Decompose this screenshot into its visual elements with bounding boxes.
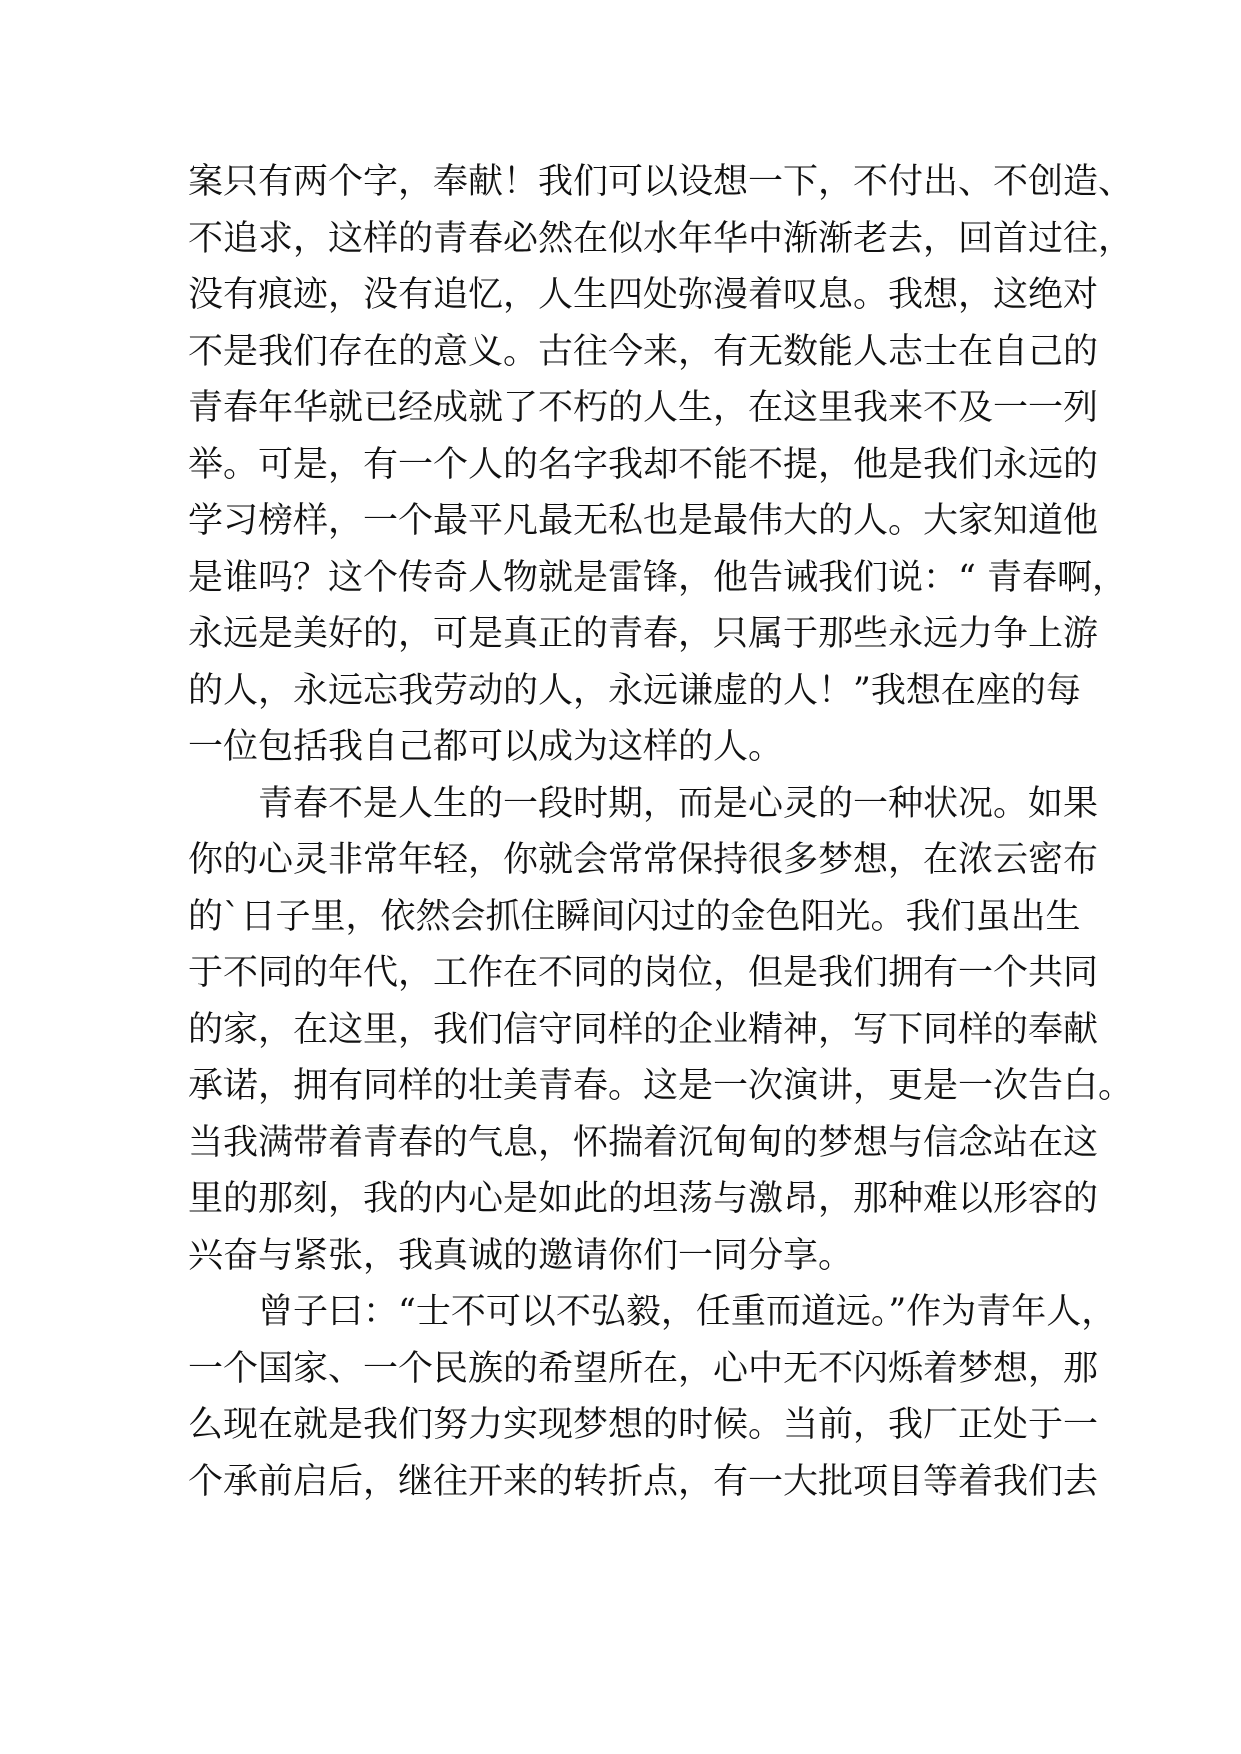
text-line: 曾子曰：“士不可以不弘毅，任重而道远。”作为青年人， xyxy=(188,1292,1117,1332)
text-line: 学习榜样，一个最平凡最无私也是最伟大的人。大家知道他 xyxy=(188,501,1099,541)
text-line: 不追求，这样的青春必然在似水年华中渐渐老去，回首过往， xyxy=(188,218,1134,259)
text-line: 一位包括我自己都可以成为这样的人。 xyxy=(188,727,784,767)
text-line: 的`日子里，依然会抓住瞬间闪过的金色阳光。我们虽出生 xyxy=(188,896,1081,937)
text-line: 么现在就是我们努力实现梦想的时候。当前，我厂正处于一 xyxy=(188,1405,1099,1445)
text-line: 于不同的年代，工作在不同的岗位，但是我们拥有一个共同 xyxy=(188,953,1099,993)
text-line: 承诺，拥有同样的壮美青春。这是一次演讲，更是一次告白。 xyxy=(188,1066,1134,1106)
text-line: 案只有两个字，奉献！我们可以设想一下，不付出、不创造、 xyxy=(188,162,1134,202)
text-line: 永远是美好的，可是真正的青春，只属于那些永远力争上游 xyxy=(188,614,1099,654)
text-line: 的人，永远忘我劳动的人，永远谦虚的人！”我想在座的每 xyxy=(188,670,1081,711)
paragraph-3 xyxy=(188,1284,1117,1510)
text-line: 你的心灵非常年轻，你就会常常保持很多梦想，在浓云密布 xyxy=(188,840,1099,880)
text-line: 青春不是人生的一段时期，而是心灵的一种状况。如果 xyxy=(188,783,1099,824)
paragraph-1 xyxy=(188,154,1134,776)
text-line: 不是我们存在的意义。古往今来，有无数能人志士在自己的 xyxy=(188,331,1099,372)
text-line: 一个国家、一个民族的希望所在，心中无不闪烁着梦想，那 xyxy=(188,1348,1099,1389)
text-line: 举。可是，有一个人的名字我却不能不提，他是我们永远的 xyxy=(188,444,1099,485)
text-line: 是谁吗？这个传奇人物就是雷锋，他告诫我们说：“ 青春啊， xyxy=(188,557,1128,598)
text-line: 里的那刻，我的内心是如此的坦荡与激昂，那种难以形容的 xyxy=(188,1179,1099,1219)
document-page xyxy=(188,154,1134,1510)
text-line: 个承前启后，继往开来的转折点，有一大批项目等着我们去 xyxy=(188,1461,1099,1502)
text-line: 当我满带着青春的气息，怀揣着沉甸甸的梦想与信念站在这 xyxy=(188,1122,1099,1163)
paragraph-2 xyxy=(188,776,1134,1285)
text-line: 青春年华就已经成就了不朽的人生，在这里我来不及一一列 xyxy=(188,388,1099,428)
text-line: 兴奋与紧张，我真诚的邀请你们一同分享。 xyxy=(188,1235,854,1276)
text-line: 没有痕迹，没有追忆，人生四处弥漫着叹息。我想，这绝对 xyxy=(188,275,1099,315)
text-line: 的家，在这里，我们信守同样的企业精神，写下同样的奉献 xyxy=(188,1009,1099,1050)
